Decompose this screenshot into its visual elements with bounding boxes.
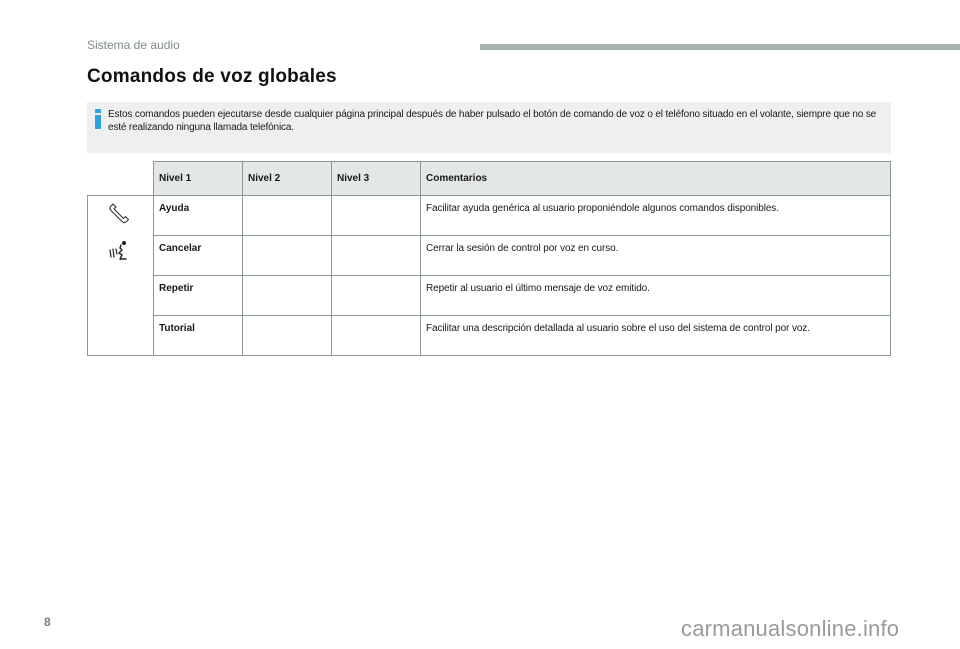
header-rule <box>480 44 960 50</box>
voice-commands-table <box>87 161 891 356</box>
column-header-nivel-1: Nivel 1 <box>154 162 243 196</box>
section-header: Sistema de audio <box>87 38 180 52</box>
icon-column-header <box>88 162 154 196</box>
page-title: Comandos de voz globales <box>87 66 337 87</box>
table-row <box>88 196 891 236</box>
watermark-link[interactable]: carmanualsonline.info <box>681 616 900 641</box>
nivel-3-cell <box>332 276 421 316</box>
table-row <box>88 236 891 276</box>
info-text: Estos comandos pueden ejecutarse desde cualquier página principal después de haber pulsado el botón de comando de voz o el teléfono situado en el volante, siempre que no se esté realizando ninguna llamada telefónica. <box>108 109 877 133</box>
comment-cell: Cerrar la sesión de control por voz en curso. <box>421 236 891 276</box>
voice-command-icon <box>107 239 133 265</box>
column-header-nivel-3: Nivel 3 <box>332 162 421 196</box>
table-row <box>88 276 891 316</box>
nivel-3-cell <box>332 316 421 356</box>
page-number: 8 <box>44 615 51 629</box>
comment-cell: Repetir al usuario el último mensaje de voz emitido. <box>421 276 891 316</box>
nivel-2-cell <box>243 276 332 316</box>
table-row <box>88 316 891 356</box>
nivel-2-cell <box>243 236 332 276</box>
column-header-nivel-2: Nivel 2 <box>243 162 332 196</box>
nivel-3-cell <box>332 196 421 236</box>
comment-cell: Facilitar una descripción detallada al usuario sobre el uso del sistema de control por voz. <box>421 316 891 356</box>
column-header-comentarios: Comentarios <box>421 162 891 196</box>
nivel-1-cell: Tutorial <box>154 316 243 356</box>
phone-icon <box>108 203 132 225</box>
icon-cell <box>88 196 154 356</box>
comment-cell: Facilitar ayuda genérica al usuario proponiéndole algunos comandos disponibles. <box>421 196 891 236</box>
nivel-1-cell: Repetir <box>154 276 243 316</box>
nivel-1-cell: Ayuda <box>154 196 243 236</box>
table-header-row <box>88 162 891 196</box>
nivel-1-cell: Cancelar <box>154 236 243 276</box>
nivel-2-cell <box>243 196 332 236</box>
nivel-3-cell <box>332 236 421 276</box>
info-icon <box>95 109 101 129</box>
info-note <box>87 102 891 153</box>
nivel-2-cell <box>243 316 332 356</box>
